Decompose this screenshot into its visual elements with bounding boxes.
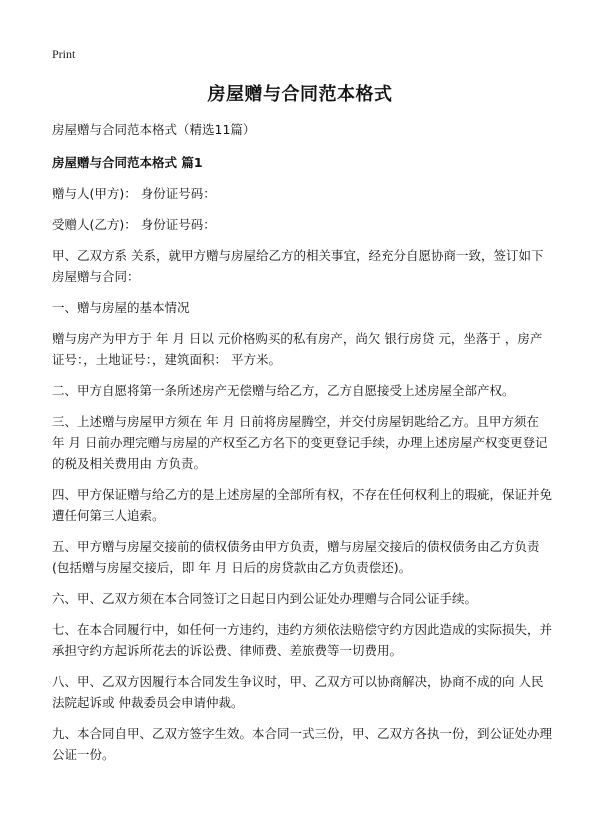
paragraph-clause-7: 七、在本合同履行中，如任何一方违约，违约方须依法赔偿守约方因此造成的实际损失，并承担守约方起诉所花去的诉讼费、律师费、差旅费等一切费用。 <box>52 622 553 658</box>
paragraph-clause-1-heading: 一、赠与房屋的基本情况 <box>52 300 190 315</box>
paragraph-donee: 受赠人(乙方)： 身份证号码： <box>52 217 216 232</box>
section-heading: 房屋赠与合同范本格式 篇1 <box>52 155 203 170</box>
document-body <box>52 119 552 775</box>
paragraph-clause-4: 四、甲方保证赠与给乙方的是上述房屋的全部所有权，不存在任何权利上的瑕疵，保证并免遭任何第三人追索。 <box>52 487 553 523</box>
paragraph-clause-2: 二、甲方自愿将第一条所述房产无偿赠与给乙方，乙方自愿接受上述房屋全部产权。 <box>52 383 515 398</box>
paragraph-clause-5: 五、甲方赠与房屋交接前的债权债务由甲方负责，赠与房屋交接后的债权债务由乙方负责(包括赠与房屋交接后，即 年 月 日后的房贷款由乙方负责偿还)。 <box>52 539 540 575</box>
document-title: 房屋赠与合同范本格式 <box>207 84 393 105</box>
paragraph-donor: 赠与人(甲方)： 身份证号码： <box>52 186 216 201</box>
print-link[interactable]: Print <box>52 47 76 61</box>
paragraph-clause-6: 六、甲、乙双方须在本合同签订之日起日内到公证处办理赠与合同公证手续。 <box>52 591 478 606</box>
document-subtitle: 房屋赠与合同范本格式（精选11篇） <box>52 122 256 137</box>
paragraph-clause-8: 八、甲、乙双方因履行本合同发生争议时，甲、乙双方可以协商解决，协商不成的向 人民法院起诉或 仲裁委员会申请仲裁。 <box>52 674 544 710</box>
paragraph-intro: 甲、乙双方系 关系，就甲方赠与房屋给乙方的相关事宜，经充分自愿协商一致，签订如下房屋赠与合同： <box>52 248 544 284</box>
paragraph-clause-9: 九、本合同自甲、乙双方签字生效。本合同一式三份，甲、乙双方各执一份，到公证处办理公证一份。 <box>52 726 553 762</box>
paragraph-clause-3: 三、上述赠与房屋甲方须在 年 月 日前将房屋腾空，并交付房屋钥匙给乙方。且甲方须在 年 月 日前办理完赠与房屋的产权至乙方名下的变更登记手续，办理上述房屋产权变更登记的税及相关费用由 方负责。 <box>52 414 548 471</box>
paragraph-clause-1-body: 赠与房产为甲方于 年 月 日以 元价格购买的私有房产，尚欠 银行房贷 元，坐落于 ，房产证号：，土地证号：，建筑面积： 平方米。 <box>52 331 543 367</box>
